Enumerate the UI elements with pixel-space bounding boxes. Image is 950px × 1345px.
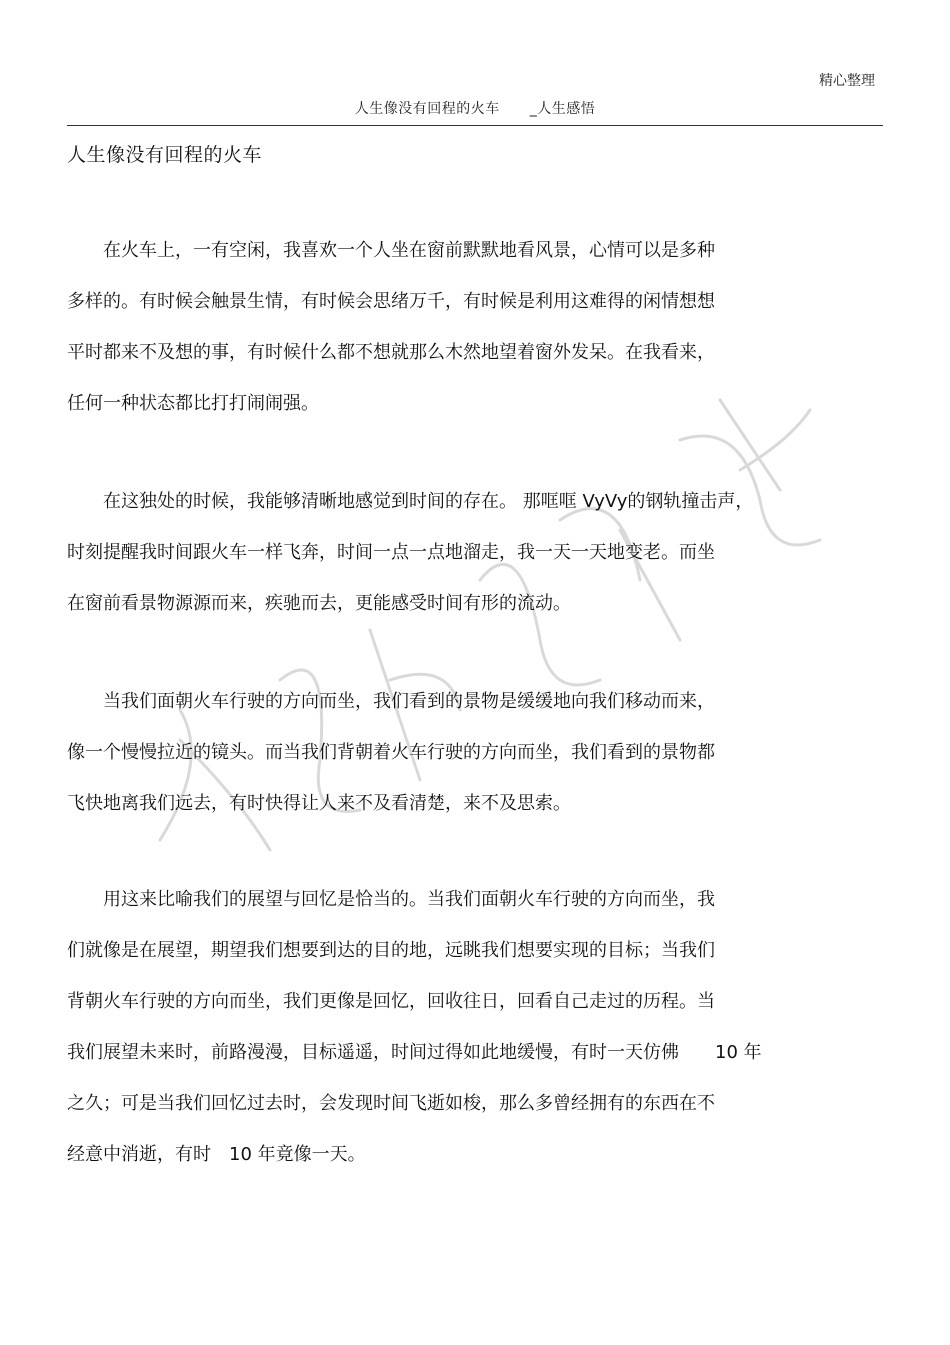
paragraph-line: 多样的。有时候会触景生情，有时候会思绪万千，有时候是利用这难得的闲情想想 [67, 291, 715, 312]
corner-label: 精心整理 [819, 73, 875, 89]
header-divider [67, 125, 883, 126]
paragraph [67, 225, 883, 429]
page-header [67, 98, 883, 118]
paragraph-line: 平时都来不及想的事，有时候什么都不想就那么木然地望着窗外发呆。在我看来， [67, 342, 715, 363]
paragraph-line: 们就像是在展望，期望我们想要到达的目的地，远眺我们想要实现的目标；当我们 [67, 940, 715, 961]
paragraph-line: 用这来比喻我们的展望与回忆是恰当的。当我们面朝火车行驶的方向而坐，我 [67, 889, 715, 910]
paragraph-line: 在这独处的时候，我能够清晰地感觉到时间的存在。 那哐哐 VyVy的钢轨撞击声， [67, 491, 754, 512]
article-title: 人生像没有回程的火车 [67, 144, 263, 166]
header-title: 人生像没有回程的火车 [354, 101, 500, 117]
paragraph [67, 874, 883, 1180]
paragraph-line: 在火车上，一有空闲，我喜欢一个人坐在窗前默默地看风景，心情可以是多种 [67, 240, 715, 261]
paragraph [67, 676, 883, 829]
paragraph-line: 时刻提醒我时间跟火车一样飞奔，时间一点一点地溜走，我一天一天地变老。而坐 [67, 542, 715, 563]
paragraph-line: 任何一种状态都比打打闹闹强。 [67, 393, 319, 414]
paragraph-line: 像一个慢慢拉近的镜头。而当我们背朝着火车行驶的方向而坐，我们看到的景物都 [67, 742, 715, 763]
paragraph-line: 我们展望未来时，前路漫漫，目标遥遥，时间过得如此地缓慢，有时一天仿佛 10 年 [67, 1042, 762, 1063]
paragraph-line: 在窗前看景物源源而来，疾驰而去，更能感受时间有形的流动。 [67, 593, 571, 614]
paragraph-line: 飞快地离我们远去，有时快得让人来不及看清楚，来不及思索。 [67, 793, 571, 814]
paragraph-line: 之久；可是当我们回忆过去时，会发现时间飞逝如梭，那么多曾经拥有的东西在不 [67, 1093, 715, 1114]
paragraph [67, 476, 883, 629]
paragraph-line: 背朝火车行驶的方向而坐，我们更像是回忆，回收往日，回看自己走过的历程。当 [67, 991, 715, 1012]
header-category: _人生感悟 [529, 101, 596, 117]
paragraph-line: 当我们面朝火车行驶的方向而坐，我们看到的景物是缓缓地向我们移动而来， [67, 691, 715, 712]
paragraph-line: 经意中消逝，有时 10 年竟像一天。 [67, 1144, 366, 1165]
